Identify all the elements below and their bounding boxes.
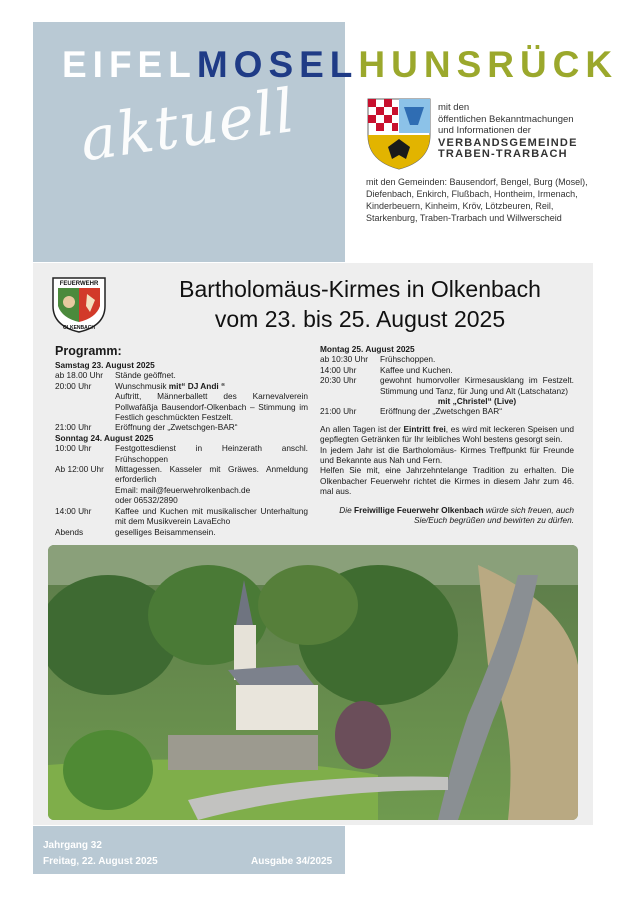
row-text: Festgottesdienst in Heinzerath anschl. Frühschoppen <box>115 443 308 464</box>
headline-line1: Bartholomäus-Kirmes in Olkenbach <box>179 276 541 302</box>
program-left-column <box>55 344 308 537</box>
gemeinden-list: mit den Gemeinden: Bausendorf, Bengel, Burg (Mosel), Diefenbach, Enkirch, Flußbach, Hontheim, Irmenach, Kinderbeuern, Kinheim, Kröv, Lötzbeuren, Reil, Starkenburg, Traben-Trarbach und Willwerscheid <box>366 177 588 223</box>
row-text: Eröffnung der „Zwetschgen-BAR“ <box>115 422 238 433</box>
row-time: 20:00 Uhr <box>55 380 92 391</box>
row-time: 21:00 Uhr <box>320 406 357 417</box>
coat-of-arms-icon <box>366 97 432 171</box>
row-text: Eröffnung der „Zwetschgen BAR“ <box>380 406 503 417</box>
headline-line2: vom 23. bis 25. August 2025 <box>214 306 506 332</box>
closing-line <box>320 505 574 526</box>
fire-brigade-logo-icon <box>50 272 108 334</box>
verband-info <box>438 102 578 161</box>
row-time: 20:30 Uhr <box>320 375 357 386</box>
row-text: geselliges Beisammensein. <box>115 526 216 537</box>
footer-date: Freitag, 22. August 2025 <box>43 856 158 867</box>
closing-text: Die <box>339 504 355 515</box>
row-text: Kaffee und Kuchen mit musikalischer Unterhaltung mit dem Musikverein LavaEcho <box>115 505 308 527</box>
day-heading-monday: Montag 25. August 2025 <box>320 344 415 354</box>
row-text: mit „Christel“ (Live) <box>437 396 517 407</box>
program-row <box>320 375 574 396</box>
info-text: An allen Tagen ist der <box>320 423 404 434</box>
row-text: Wunschmusik mit“ DJ Andi “ <box>115 380 226 391</box>
row-time <box>55 485 115 495</box>
program-row <box>320 365 574 375</box>
row-time: ab 10:30 Uhr <box>320 354 368 365</box>
info-paragraph-2: In jedem Jahr ist die Bartholomäus- Kirmes Treffpunkt für Freunde und Bekannte aus Nah und Fern. <box>320 444 574 466</box>
masthead-hunsrueck: HUNSRÜCK <box>358 44 619 85</box>
row-time <box>320 396 380 406</box>
masthead-mosel: MOSEL <box>196 44 359 85</box>
program-right-column <box>320 344 574 534</box>
program-row <box>320 406 574 416</box>
verband-name1: VERBANDSGEMEINDE <box>438 136 578 149</box>
logo-bottom-text: OLKENBACH <box>63 325 95 331</box>
row-time: Ab 12:00 Uhr <box>55 464 104 475</box>
program-row <box>55 381 308 391</box>
row-text: Auftritt, Männerballett des Karnevalverein Pollwafäßja Bausendorf-Olkenbach – Stimmung im Festlich geschmückten Festzelt. <box>115 391 308 423</box>
program-row <box>55 495 308 505</box>
info-paragraph-1 <box>320 424 574 445</box>
program-row <box>320 354 574 364</box>
aerial-church-photo <box>48 545 578 820</box>
row-text: Kaffee und Kuchen. <box>380 364 453 375</box>
closing-bold: Freiwillige Feuerwehr Olkenbach <box>354 504 484 515</box>
closing-text: würde sich freuen, auch Sie/Euch begrüßen und bewirten zu dürfen. <box>413 504 574 526</box>
program-row <box>55 370 308 380</box>
row-time: 14:00 Uhr <box>55 505 92 516</box>
program-row <box>55 527 308 537</box>
program-row <box>320 396 574 406</box>
masthead-eifel: EIFEL <box>62 44 197 85</box>
masthead-subtitle: aktuell <box>76 75 300 176</box>
row-text: Frühschoppen. <box>380 354 436 365</box>
row-text: Stände geöffnet. <box>115 370 176 381</box>
verband-line2: öffentlichen Bekanntmachungen <box>438 113 574 125</box>
day-heading-saturday: Samstag 23. August 2025 <box>55 360 155 370</box>
masthead-title <box>62 44 618 86</box>
row-time: 10:00 Uhr <box>55 443 92 454</box>
program-title: Programm: <box>55 344 122 358</box>
row-text: Mittagessen. Kasseler mit Gräwes. Anmeldung erforderlich <box>115 464 308 485</box>
info-text: , es wird mit leckeren Speisen und gepflegten Getränken für Ihr leibliches Wohl bestens gesorgt sein. <box>320 423 575 445</box>
row-text: gewohnt humorvoller Kirmesausklang im Festzelt. Stimmung und Tanz, für Jung und Alt (Latschatanz) <box>380 375 574 396</box>
info-paragraph-3: Helfen Sie mit, eine Jahrzehntelange Tradition zu erhalten. Die Olkenbacher Feuerwehr richtet die Kirmes in diesem Jahr zum 46. mal aus. <box>320 465 574 497</box>
article-headline <box>120 274 600 334</box>
row-time <box>55 391 115 422</box>
footer-jahrgang: Jahrgang 32 <box>43 840 102 851</box>
verband-line3: und Informationen der <box>438 125 531 136</box>
day-heading-sunday: Sonntag 24. August 2025 <box>55 432 154 443</box>
program-row <box>55 464 308 485</box>
program-row <box>55 422 308 432</box>
row-text: oder 06532/2890 <box>115 495 178 506</box>
info-bold: Eintritt frei <box>403 423 446 434</box>
program-row <box>55 485 308 495</box>
row-time: Abends <box>55 526 84 537</box>
email-link[interactable]: Email: mail@feuerwehrolkenbach.de <box>115 484 251 495</box>
verband-line1: mit den <box>438 102 470 113</box>
footer-issue: Ausgabe 34/2025 <box>251 856 333 867</box>
row-time: 21:00 Uhr <box>55 422 92 433</box>
row-time: ab 18.00 Uhr <box>55 370 103 381</box>
program-row <box>55 443 308 464</box>
footer-panel <box>33 826 345 874</box>
logo-top-text: FEUERWEHR <box>59 281 99 287</box>
program-row <box>55 391 308 422</box>
verband-name2: TRABEN-TRARBACH <box>438 148 568 160</box>
program-row <box>55 506 308 527</box>
row-time: 14:00 Uhr <box>320 364 357 375</box>
row-time <box>55 495 115 505</box>
